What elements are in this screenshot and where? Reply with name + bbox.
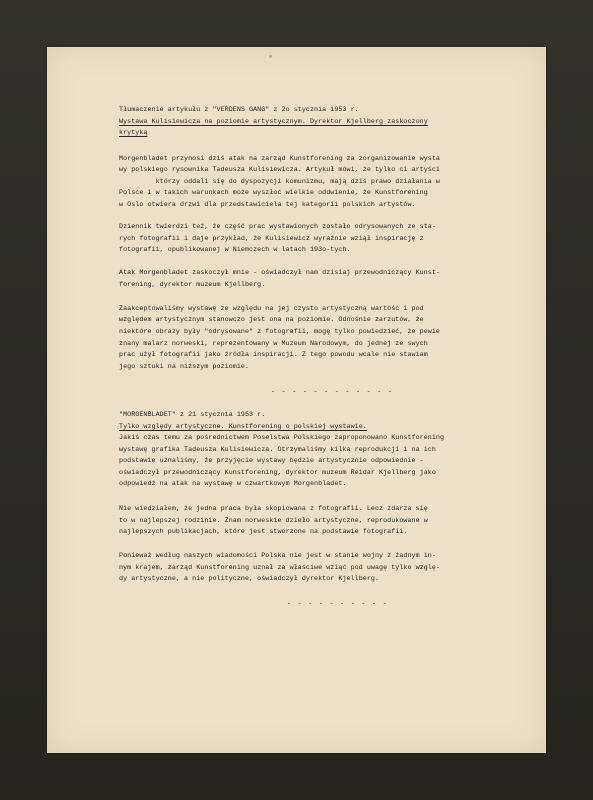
p2-line: fotografii, opublikowanej w Niemczech w latach 193o-tych. (119, 246, 351, 254)
p5-line: odpowiedź na atak na wystawę w czwartkowym Morgenbladet. (119, 480, 347, 488)
p1-line: w Oslo otwiera drzwi dla przedstawiciela tej kategorii polskich artystów. (119, 201, 416, 209)
section-separator: - - - - - - - - - - - - (271, 388, 394, 396)
p6-line: to w najlepszej rodzinie. Znam norweskie dzieło artystyczne, reprodukowane w (119, 517, 428, 525)
p1-line: Polsce i w takich warunkach może wyszłoć wielkie oddwienie, że Kunstforening (119, 189, 428, 197)
p2-line: Dziennik twierdzi też, że część prac wystawionych zostało odrysowanych ze sta- (119, 223, 436, 231)
p4-line: jego sztuki na niższym poziomie. (119, 363, 250, 371)
p4-line: względem artystycznym stanowczo jest ona na poziomie. Odnośnie zarzutów, że (119, 316, 424, 324)
article1-title-line2: krytyką (119, 129, 148, 137)
p3-line: forening, dyrektor muzeum Kjellberg. (119, 281, 266, 289)
p6-line: najlepszych publikacjach, które jest stworzone na podstawie fotografii. (119, 528, 408, 536)
second-article-header: "MORGENBLADET" z 21 stycznia 1953 r. (119, 411, 266, 419)
p5-line: Jakiś czas temu za pośrednictwem Poselstwa Polskiego zaproponowano Kunstforening (119, 434, 445, 442)
article1-title-line1: Wystawa Kulisiewicza na poziomie artystycznym. Dyrektor Kjellberg zaskoczony (119, 118, 428, 126)
p7-line: Ponieważ według naszych wiadomości Polska nie jest w stanie wojny z żadnym in- (119, 552, 436, 560)
p4-line: niektóre obrazy były "odrysowane" z fotografii, mogę tylko powiedzieć, że pewie (119, 328, 440, 336)
p3-line: Atak Morgenbladet zaskoczył mnie - oświadczył nam dzisiaj przewodniczący Kunst- (119, 269, 440, 277)
p4-line: prac użył fotografii jako źródła inspiracji. Z tego powodu wcale nie stawiam (119, 351, 428, 359)
p7-line: nym krajem, zarząd Kunstforening uznał za właściwe wziąć pod uwagę tylko wzglę- (119, 564, 440, 572)
p4-line: Zaakceptowaliśmy wystawę ze względu na jej czysto artystyczną wartość i pod (119, 305, 424, 313)
p2-line: rych fotografii i daje przykład, że Kulisiewicz wyraźnie wziął inspirację z (119, 235, 424, 243)
translation-header: Tłumaczenie artykułu z "VERDENS GANG" z 2o stycznia 1953 r. (119, 106, 359, 114)
p7-line: dy artystyczne, a nie polityczne, oświadczył dyrektor Kjellberg. (119, 575, 380, 583)
p1-line: Morgenbladet przynosi dziś atak na zarząd Kunstforening za zorganizowanie wysta (119, 155, 440, 163)
p6-line: Nie wiedziałem, że jedna praca była skopiowana z fotografii. Lecz zdarza się (119, 505, 428, 513)
p4-line: znany malarz norweski, reprezentowany w Muzeum Narodowym, do jednej ze swych (119, 340, 428, 348)
p5-line: oświadczył przewodniczący Kunstforening, dyrektor muzeum Reidar Kjellberg jako (119, 469, 436, 477)
p5-line: podstawie uznaliśmy, że przyjęcie wystawy będzie artystycznie odpowiednie - (119, 457, 424, 465)
typewritten-page (47, 47, 546, 753)
p1-line: wy polskiego rysownika Tadeusza Kulisiewicza. Artykuł mówi, że tylko ci artyści (119, 166, 440, 174)
closing-separator: - - - - - - - - - - (287, 600, 388, 608)
p1-line: którzy oddali się do dyspozycji komunizmu, mają dziś prawo działania w (119, 178, 440, 186)
p5-line: wystawę grafika Tadeusza Kulisiewicza. Otrzymaliśmy kilka reprodukcji i na ich (119, 446, 436, 454)
paper-mark (269, 55, 272, 58)
article2-title: Tylko względy artystyczne. Kunstforening o polskiej wystawie. (119, 423, 367, 431)
